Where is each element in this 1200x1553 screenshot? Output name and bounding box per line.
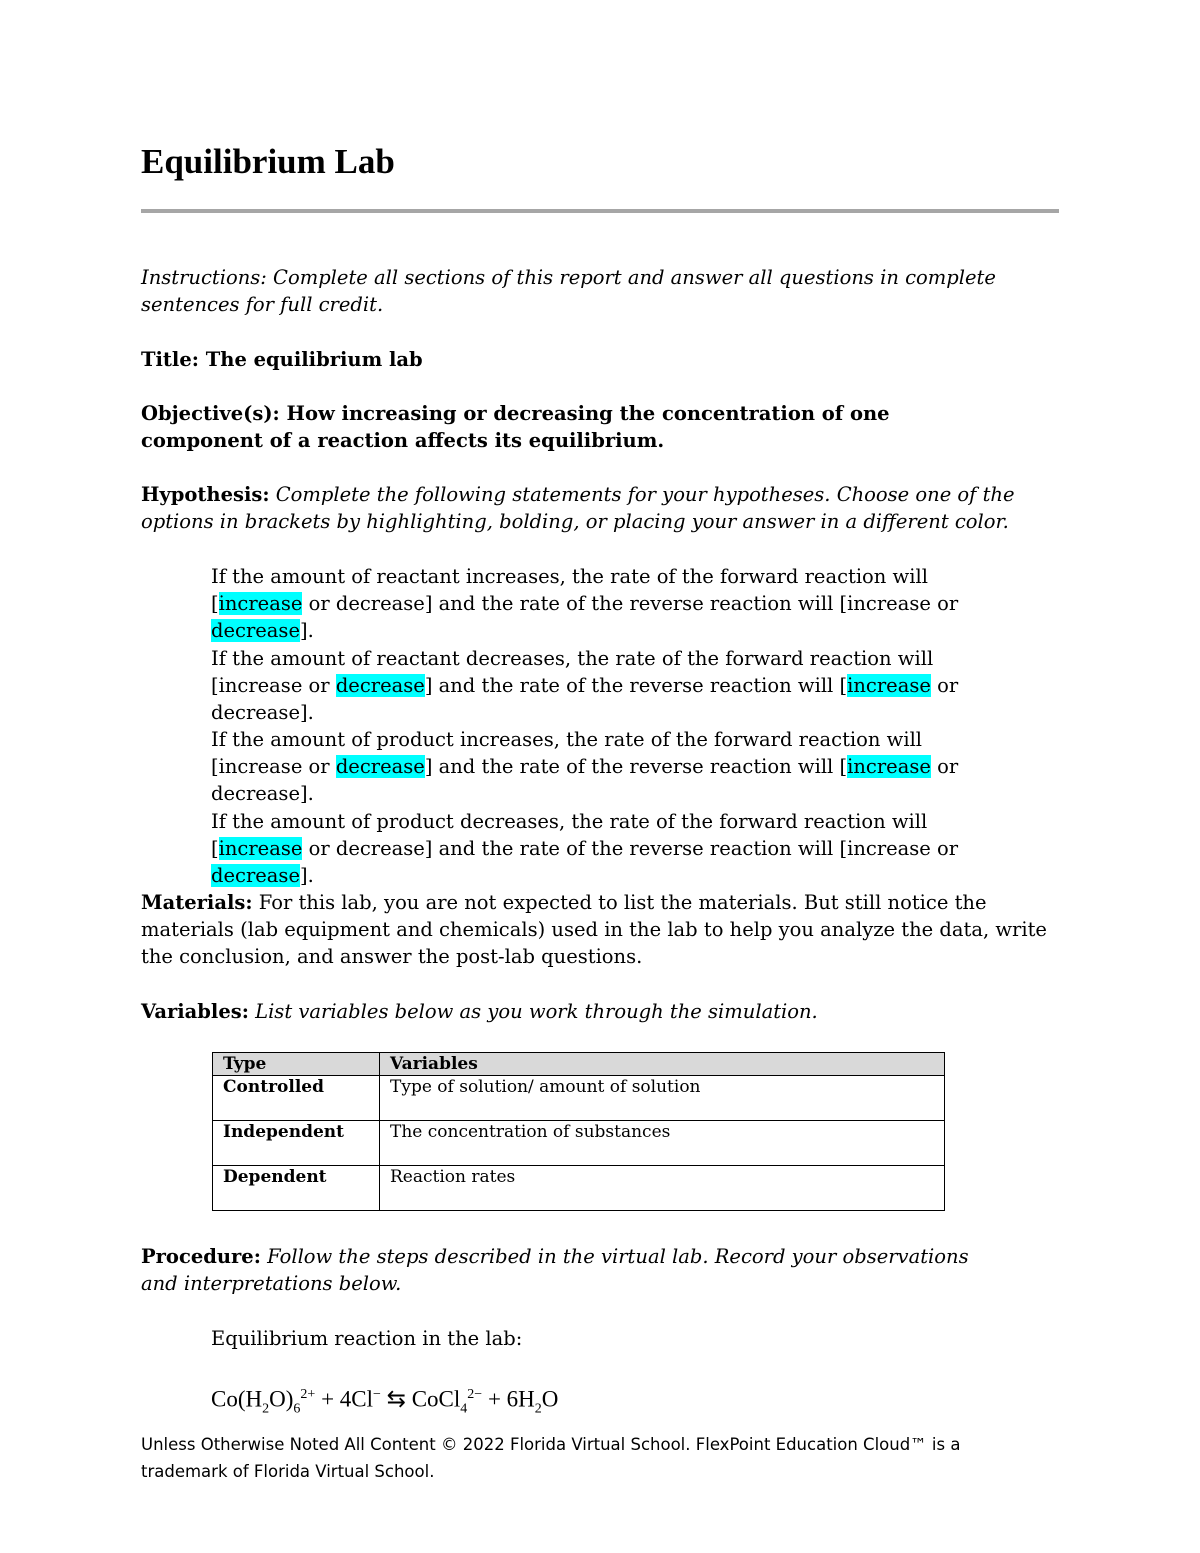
equilibrium-arrow-icon: ⇆ <box>380 1386 412 1412</box>
procedure-label: Procedure: <box>141 1245 261 1268</box>
variables-label: Variables: <box>141 1000 249 1023</box>
variables-table <box>212 1052 945 1211</box>
objective-value: How increasing or decreasing the concentration of one component of a reaction affects its equilibrium. <box>141 402 890 452</box>
materials-text: For this lab, you are not expected to list the materials. But still notice the materials (lab equipment and chemicals) used in the lab to help you analyze the data, write the conclusion, and answer the post-lab questions. <box>141 891 1047 968</box>
procedure-text: Follow the steps described in the virtual lab. Record your observations and interpretations below. <box>141 1245 969 1295</box>
hypothesis-statement-3: If the amount of product increases, the rate of the forward reaction will [increase or decrease] and the rate of the reverse reaction will [increase or decrease]. <box>211 728 959 805</box>
selected-answer-highlight: decrease <box>211 619 300 642</box>
hypothesis-text: Complete the following statements for your hypotheses. Choose one of the options in brackets by highlighting, bolding, or placing your answer in a different color. <box>141 483 1015 533</box>
chemical-equation: $Co(H_2O)_6^{2+} + 4Cl^-$ ⇆ CoCl$_4^{2-}$ + $6H_2O$ <box>211 1386 559 1417</box>
table-row <box>213 1166 945 1211</box>
variable-value-cell[interactable]: The concentration of substances <box>380 1121 945 1166</box>
selected-answer-highlight: increase <box>847 755 931 778</box>
hypothesis-section <box>141 481 1051 535</box>
hypothesis-statement-4: If the amount of product decreases, the rate of the forward reaction will [increase or decrease] and the rate of the reverse reaction will [increase or decrease]. <box>211 810 959 887</box>
header-variables: Variables <box>380 1053 945 1076</box>
selected-answer-highlight: decrease <box>335 674 425 697</box>
objective-section <box>141 400 1001 454</box>
variable-type-cell: Controlled <box>213 1076 380 1121</box>
selected-answer-highlight: decrease <box>211 864 300 887</box>
selected-answer-highlight: increase <box>218 592 303 615</box>
table-row <box>213 1121 945 1166</box>
procedure-section <box>141 1243 1001 1297</box>
header-type: Type <box>213 1053 380 1076</box>
page-title: Equilibrium Lab <box>141 142 395 181</box>
variable-type-cell: Dependent <box>213 1166 380 1211</box>
variable-type-cell: Independent <box>213 1121 380 1166</box>
lab-title-value: The equilibrium lab <box>205 348 423 371</box>
equation-label: Equilibrium reaction in the lab: <box>211 1327 523 1350</box>
table-header-row <box>213 1053 945 1076</box>
lab-title-label: Title: <box>141 348 199 371</box>
hypothesis-statement-1: If the amount of reactant increases, the rate of the forward reaction will [increase or decrease] and the rate of the reverse reaction will [increase or decrease]. <box>211 565 959 642</box>
variables-section <box>141 998 1066 1025</box>
materials-section <box>141 889 1061 970</box>
copyright-footer: Unless Otherwise Noted All Content © 2022 Florida Virtual School. FlexPoint Education Cloud™ is a trademark of Florida Virtual School. <box>141 1435 961 1481</box>
hypothesis-statement-2: If the amount of reactant decreases, the rate of the forward reaction will [increase or decrease] and the rate of the reverse reaction will [increase or decrease]. <box>211 647 959 724</box>
variables-text: List variables below as you work through the simulation. <box>255 1000 818 1023</box>
hypothesis-label: Hypothesis: <box>141 483 270 506</box>
variable-value-cell[interactable]: Reaction rates <box>380 1166 945 1211</box>
selected-answer-highlight: decrease <box>335 755 425 778</box>
table-row <box>213 1076 945 1121</box>
selected-answer-highlight: increase <box>847 674 931 697</box>
variable-value-cell[interactable]: Type of solution/ amount of solution <box>380 1076 945 1121</box>
objective-label: Objective(s): <box>141 402 280 425</box>
materials-label: Materials: <box>141 891 253 914</box>
instructions: Instructions: Complete all sections of this report and answer all questions in complete sentences for full credit. <box>141 266 996 316</box>
selected-answer-highlight: increase <box>218 837 303 860</box>
title-divider <box>141 209 1059 213</box>
lab-title-section <box>141 346 1066 373</box>
